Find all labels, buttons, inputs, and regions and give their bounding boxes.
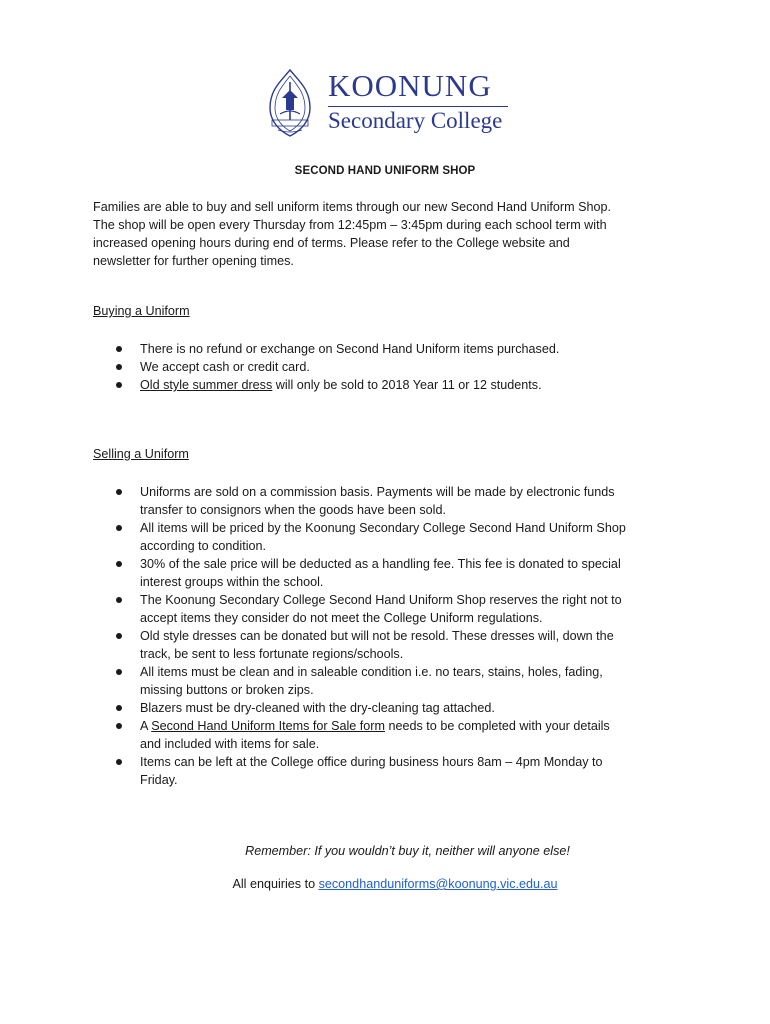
intro-line: increased opening hours during end of terms. Please refer to the College website and [93, 236, 570, 250]
list-item: There is no refund or exchange on Second Hand Uniform items purchased. [93, 340, 693, 358]
bullet-icon [116, 669, 122, 675]
list-item: The Koonung Secondary College Second Hand Uniform Shop reserves the right not to accept items they consider do not meet the College Uniform regulations. [93, 591, 693, 627]
underlined-text: Old style summer dress [140, 378, 273, 392]
intro-line: newsletter for further opening times. [93, 254, 294, 268]
selling-heading: Selling a Uniform [93, 447, 189, 461]
bullet-icon [116, 705, 122, 711]
buying-list [93, 340, 693, 394]
bullet-icon [116, 633, 122, 639]
bullet-icon [116, 382, 122, 388]
college-subtitle: Secondary College [328, 108, 503, 133]
bullet-icon [116, 759, 122, 765]
enquiries-label: All enquiries to [232, 877, 319, 891]
list-item: Uniforms are sold on a commission basis. Payments will be made by electronic funds transfer to consignors when the goods have been sold. [93, 483, 693, 519]
bullet-icon [116, 489, 122, 495]
bullet-icon [116, 561, 122, 567]
list-item: Old style dresses can be donated but will not be resold. These dresses will, down the track, be sent to less fortunate regions/schools. [93, 627, 693, 663]
college-name: KOONUNG [328, 68, 492, 103]
intro-line: The shop will be open every Thursday from 12:45pm – 3:45pm during each school term with [93, 218, 607, 232]
selling-list [93, 483, 693, 789]
list-item: We accept cash or credit card. [93, 358, 693, 376]
list-item: All items will be priced by the Koonung Secondary College Second Hand Uniform Shop according to condition. [93, 519, 693, 555]
intro-line: Families are able to buy and sell uniform items through our new Second Hand Uniform Shop. [93, 200, 612, 214]
college-logo [262, 68, 512, 140]
crest-icon [262, 68, 318, 138]
list-item: Items can be left at the College office during business hours 8am – 4pm Monday to Friday. [93, 753, 693, 789]
intro-paragraph [93, 198, 693, 270]
bullet-icon [116, 364, 122, 370]
bullet-icon [116, 525, 122, 531]
buying-heading: Buying a Uniform [93, 304, 190, 318]
list-item: All items must be clean and in saleable condition i.e. no tears, stains, holes, fading, missing buttons or broken zips. [93, 663, 693, 699]
enquiries-line [0, 877, 770, 891]
bullet-icon [116, 346, 122, 352]
list-item: 30% of the sale price will be deducted as a handling fee. This fee is donated to special interest groups within the school. [93, 555, 693, 591]
form-link[interactable]: Second Hand Uniform Items for Sale form [151, 719, 385, 733]
logo-divider [328, 106, 508, 107]
bullet-icon [116, 597, 122, 603]
remember-note: Remember: If you wouldn’t buy it, neither will anyone else! [245, 844, 570, 858]
email-link[interactable]: secondhanduniforms@koonung.vic.edu.au [318, 877, 558, 891]
list-item: Blazers must be dry-cleaned with the dry-cleaning tag attached. [93, 699, 693, 717]
bullet-icon [116, 723, 122, 729]
list-item: Old style summer dress will only be sold to 2018 Year 11 or 12 students. [93, 376, 693, 394]
list-item: A Second Hand Uniform Items for Sale form needs to be completed with your details and included with items for sale. [93, 717, 693, 753]
page-title: SECOND HAND UNIFORM SHOP [294, 165, 476, 177]
